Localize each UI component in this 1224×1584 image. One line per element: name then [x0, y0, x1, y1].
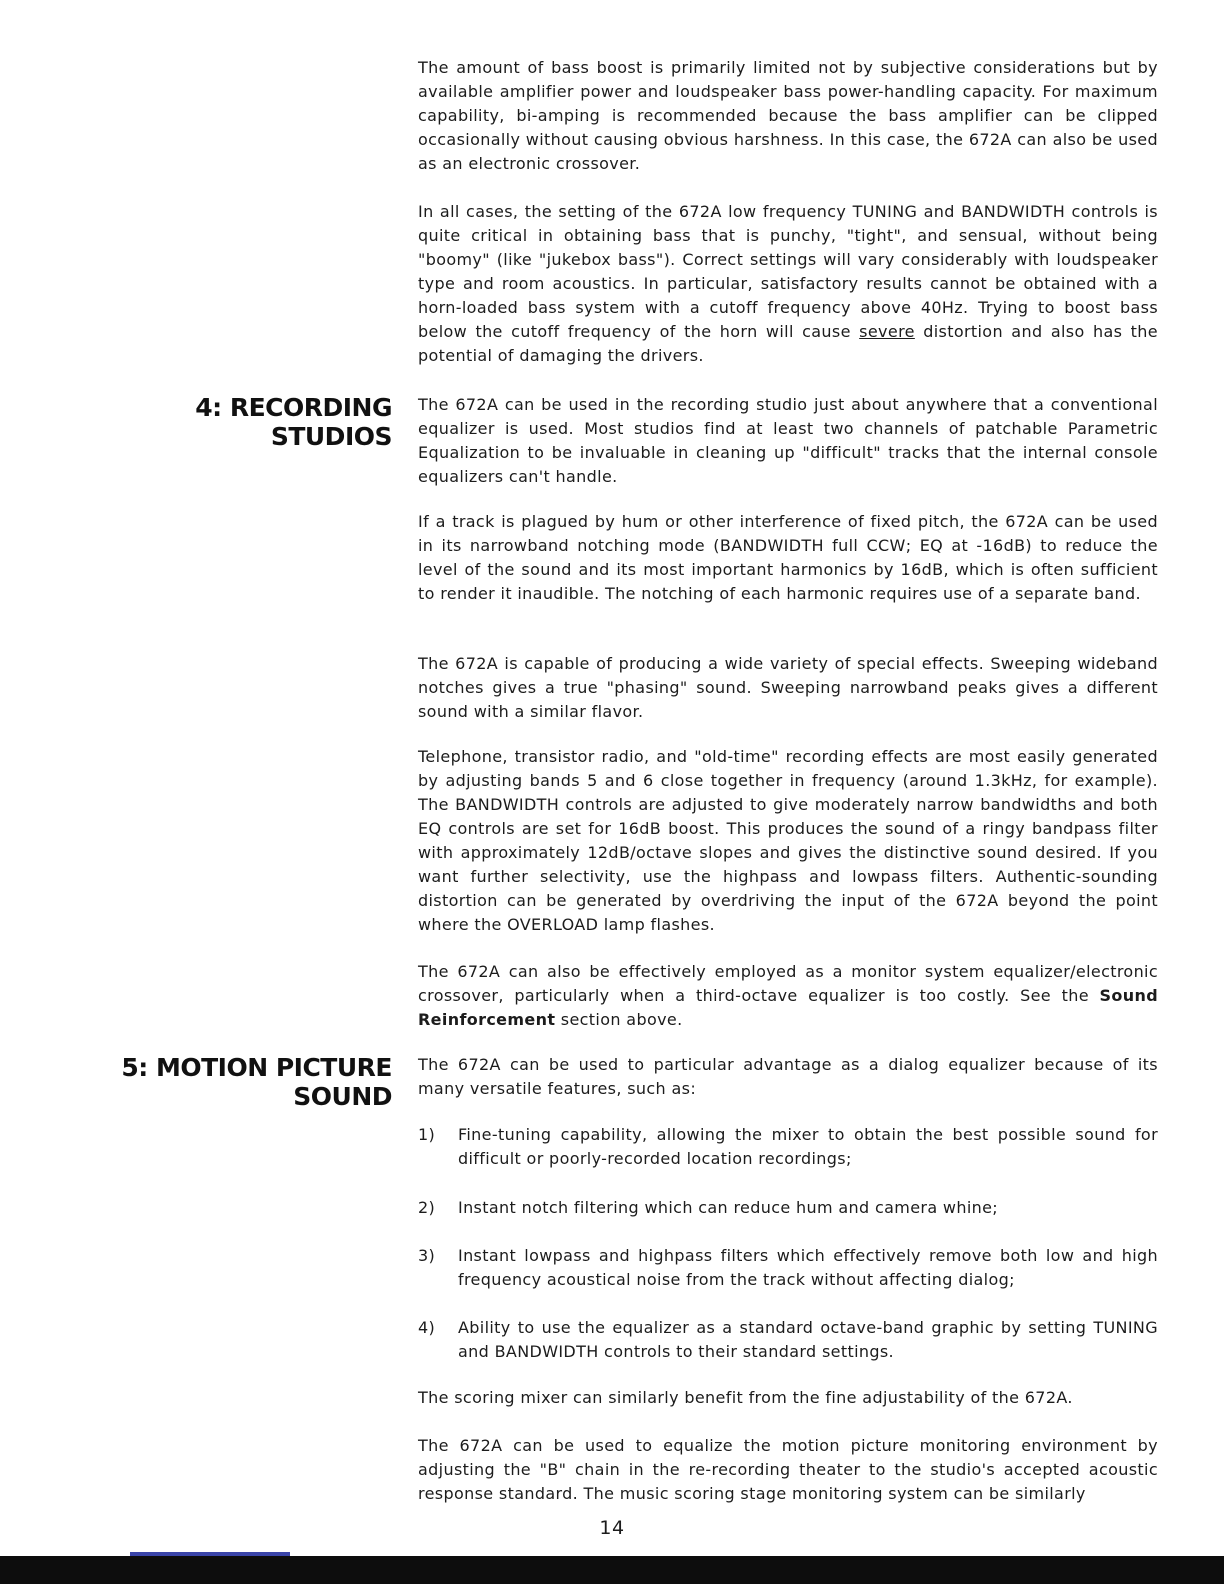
list-number: 4) — [418, 1318, 436, 1337]
list-text: Instant lowpass and highpass filters which effectively remove both low and high frequency acoustical noise from the track without affecting dialog; — [458, 1246, 1158, 1289]
list-text: Fine-tuning capability, allowing the mixer to obtain the best possible sound for difficult or poorly-recorded location recordings; — [458, 1125, 1158, 1168]
heading-line: SOUND — [293, 1082, 392, 1111]
monitor-text: The 672A can also be effectively employed as a monitor system equalizer/electronic crossover, particularly when a third-octave equalizer is too costly. See the — [418, 962, 1158, 1005]
paragraph-bass-boost: The amount of bass boost is primarily limited not by subjective considerations but by available amplifier power and loudspeaker bass power-handling capacity. For maximum capability, bi-amping is recommended because the bass amplifier can be clipped occasionally without causing obvious harshness. In this case, the 672A can also be used as an electronic crossover. — [418, 58, 1158, 173]
paragraph-telephone-effects: Telephone, transistor radio, and "old-time" recording effects are most easily generated by adjusting bands 5 and 6 close together in frequency (around 1.3kHz, for example). The BANDWIDTH controls are adjusted to give moderately narrow bandwidths and both EQ controls are set for 16dB boost. This produces the sound of a ringy bandpass filter with approximately 12dB/octave slopes and gives the distinctive sound desired. If you want further selectivity, use the highpass and lowpass filters. Authentic-sounding distortion can be generated by overdriving the input of the 672A beyond the point where the OVERLOAD lamp flashes. — [418, 747, 1158, 934]
heading-line: STUDIOS — [270, 422, 392, 451]
footer-bar — [0, 1556, 1224, 1584]
section-heading-motion-picture-sound — [121, 1053, 392, 1111]
list-text: Ability to use the equalizer as a standard octave-band graphic by setting TUNING and BANDWIDTH controls to their standard settings. — [458, 1318, 1158, 1361]
heading-line: 4: RECORDING — [195, 393, 392, 422]
paragraph-tuning-controls — [418, 200, 1158, 368]
paragraph-monitoring-environment: The 672A can be used to equalize the motion picture monitoring environment by adjusting the "B" chain in the re-recording theater to the studio's accepted acoustic response standard. The music scoring stage monitoring system can be similarly — [418, 1436, 1158, 1503]
paragraph-special-effects: The 672A is capable of producing a wide variety of special effects. Sweeping wideband notches gives a true "phasing" sound. Sweeping narrowband peaks gives a different sound with a similar flavor. — [418, 654, 1158, 721]
paragraph-tuning-text: In all cases, the setting of the 672A low frequency TUNING and BANDWIDTH controls is quite critical in obtaining bass that is punchy, "tight", and sensual, without being "boomy" (like "jukebox bass"). Correct settings will vary considerably with loudspeaker type and room acoustics. In particular, satisfactory results cannot be obtained with a horn-loaded bass system with a cutoff frequency above 40Hz. Trying to boost bass below the cutoff frequency of the horn will cause — [418, 202, 1158, 341]
list-number: 3) — [418, 1246, 436, 1265]
emphasis-severe: severe — [859, 322, 915, 341]
list-number: 2) — [418, 1198, 436, 1217]
heading-line: 5: MOTION PICTURE — [121, 1053, 392, 1082]
paragraph-tuning-tail: distortion and also has the potential of damaging the drivers. — [418, 322, 1158, 365]
paragraph-studio-use: The 672A can be used in the recording studio just about anywhere that a conventional equalizer is used. Most studios find at least two channels of patchable Parametric Equalization to be invaluable in cleaning up "difficult" tracks that the internal console equalizers can't handle. — [418, 395, 1158, 486]
paragraph-scoring-mixer: The scoring mixer can similarly benefit from the fine adjustability of the 672A. — [418, 1388, 1073, 1407]
paragraph-hum-notching: If a track is plagued by hum or other interference of fixed pitch, the 672A can be used in its narrowband notching mode (BANDWIDTH full CCW; EQ at -16dB) to reduce the level of the sound and its most important harmonics by 16dB, which is often sufficient to render it inaudible. The notching of each harmonic requires use of a separate band. — [418, 512, 1158, 603]
monitor-tail: section above. — [555, 1010, 683, 1029]
paragraph-monitor-system — [418, 960, 1158, 1032]
list-text: Instant notch filtering which can reduce hum and camera whine; — [458, 1198, 999, 1217]
paragraph-dialog-equalizer: The 672A can be used to particular advantage as a dialog equalizer because of its many versatile features, such as: — [418, 1055, 1158, 1098]
list-number: 1) — [418, 1125, 436, 1144]
page-number: 14 — [599, 1517, 625, 1539]
bold-sound-reinforcement: Sound Reinforcement — [418, 986, 1158, 1029]
section-heading-recording-studios — [195, 393, 392, 451]
